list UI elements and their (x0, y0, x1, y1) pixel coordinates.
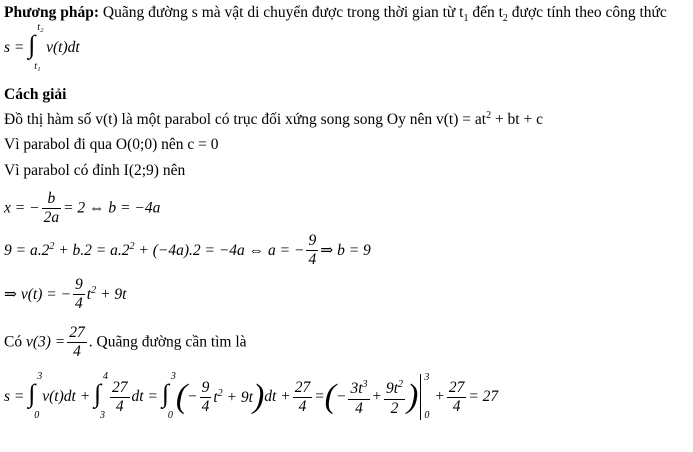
eq3-den: 4 (75, 295, 83, 312)
bar-up: 3 (424, 372, 430, 383)
equation-1 (4, 190, 160, 227)
eq3-a: ⇒ v(t) = − (4, 286, 72, 303)
final-equation: s = ∫ 3 0 v(t)dt + ∫ 4 3 $\frac{27}{4}$ dt = ∫ 3 0 (− $\frac{9}{4}$ $t^2 + 9t)dt$ + $\frac{27}{4}$ =(− $\frac{3t^3}{4}$ + $\frac{9t^2}{2}$ ) 3 0 + $\frac{27}{4}$ = 27 (4, 371, 499, 421)
ff2-den: 4 (201, 397, 210, 415)
eq1-den: 2a (43, 209, 60, 226)
co-a: Có (4, 333, 26, 351)
method-end: được tính theo công thức (507, 4, 667, 21)
formula-lhs: s = (4, 39, 25, 56)
fi1-lo: 0 (34, 410, 40, 421)
final-s: s = (4, 388, 25, 405)
eq3-c: + 9t (96, 286, 127, 304)
eval-bar (418, 374, 434, 420)
line1-sup: 2 (486, 110, 492, 121)
ff5-den: 2 (384, 399, 405, 418)
final-frac-3 (293, 379, 313, 416)
eq2-b: + b.2 = a.2 (54, 242, 130, 260)
eq3-b: t (86, 286, 92, 304)
ff2-num: 9 (201, 378, 210, 396)
final-frac-5: $\frac{9t^2}{2}$ (385, 379, 404, 417)
solution-line-3: Vì parabol có đỉnh I(2;9) nên (4, 162, 186, 179)
ff1-num: 27 (112, 378, 128, 396)
eq2-num: 9 (308, 232, 317, 249)
bar-lo: 0 (424, 410, 430, 421)
ff1-den: 4 (110, 397, 130, 416)
final-integral-2: ∫ 4 3 (94, 371, 109, 421)
final-frac-2 (200, 379, 212, 416)
method-text: Quãng đường s mà vật di chuyển được trong thời gian từ t (99, 4, 464, 21)
fi2-up: 4 (103, 371, 109, 382)
eq2-d: ⇒ b = 9 (320, 242, 371, 259)
final-i2: dt = (131, 388, 158, 405)
fi2-lo: 3 (100, 410, 106, 421)
co-den: 4 (67, 342, 87, 361)
final-integral-1: ∫ 3 0 (28, 371, 43, 421)
co-fraction (67, 324, 87, 361)
solution-heading: Cách giải (4, 86, 67, 103)
fi3-up: 3 (170, 371, 176, 382)
final-integral-3: ∫ 3 0 (161, 371, 176, 421)
line1-text: Đồ thị hàm số v(t) là một parabol có trục đối xứng song song Oy nên v(t) = at (4, 111, 487, 129)
eq2-a: 9 = a.2 (4, 242, 50, 260)
eq2-fraction (306, 232, 318, 269)
equation-2: $9 = a.2^2 + b.2 = a.2^2 + (-4a).2 = -4a$ ⇔ a = − $\frac{9}{4}$ ⇒ b = 9 (4, 232, 371, 268)
final-frac-1 (110, 379, 130, 416)
ff3-num: 27 (294, 378, 311, 396)
ff4-num: 3t (350, 380, 363, 398)
integral-lower: t₁ (34, 61, 41, 72)
line1-end: + bt + c (491, 111, 543, 129)
final-p1: t (213, 388, 218, 406)
final-i1: v(t)dt + (42, 388, 91, 405)
final-frac-4: $\frac{3t^3}{4}$ (350, 379, 368, 417)
ff5-num: 9t (385, 380, 399, 398)
subscript-1: 1 (463, 13, 469, 25)
method-mid: đến t (468, 4, 503, 21)
solution-line-2: Vì parabol đi qua O(0;0) nên c = 0 (4, 136, 219, 153)
co-num: 27 (69, 324, 85, 341)
subscript-2: 2 (502, 13, 508, 25)
final-eq: = (314, 388, 325, 405)
integral-upper: t₂ (37, 22, 44, 33)
solution-line-1 (4, 110, 543, 129)
final-plus: + (371, 388, 382, 405)
final-result: = 27 (468, 388, 499, 405)
eq2-den: 4 (308, 251, 317, 268)
method-label: Phương pháp: (4, 4, 99, 21)
eq1-num: b (47, 190, 56, 207)
fi3-lo: 0 (167, 410, 173, 421)
fi1-up: 3 (37, 371, 43, 382)
eq2-c: + (−4a).2 = −4a ⇔ a = − (134, 242, 305, 260)
method-formula (4, 22, 80, 72)
integral-sign: ∫ t₂ t₁ (28, 22, 44, 72)
ff6-den: 4 (447, 397, 467, 416)
eq1-lhs: x = − (4, 199, 40, 217)
co-line (4, 324, 247, 361)
method-line (4, 4, 667, 24)
final-dt: dt + (264, 388, 291, 405)
equation-3: ⇒ v(t) = − $\frac{9}{4}$ $t^2 + 9t$ (4, 276, 127, 312)
final-p2: + 9t (222, 388, 253, 406)
final-frac-6 (447, 379, 467, 416)
co-b: v(3) = (25, 333, 66, 351)
ff3-den: 4 (293, 397, 313, 416)
ff4-den: 4 (348, 399, 369, 418)
integrand: v(t)dt (46, 39, 80, 56)
eq1-rhs: = 2 ⇔ b = −4a (63, 199, 161, 217)
co-c: . Quãng đường cần tìm là (88, 333, 247, 351)
eq3-num: 9 (75, 276, 83, 293)
eq3-fraction (73, 276, 85, 313)
eq1-fraction (42, 190, 62, 227)
ff6-num: 27 (448, 378, 465, 396)
